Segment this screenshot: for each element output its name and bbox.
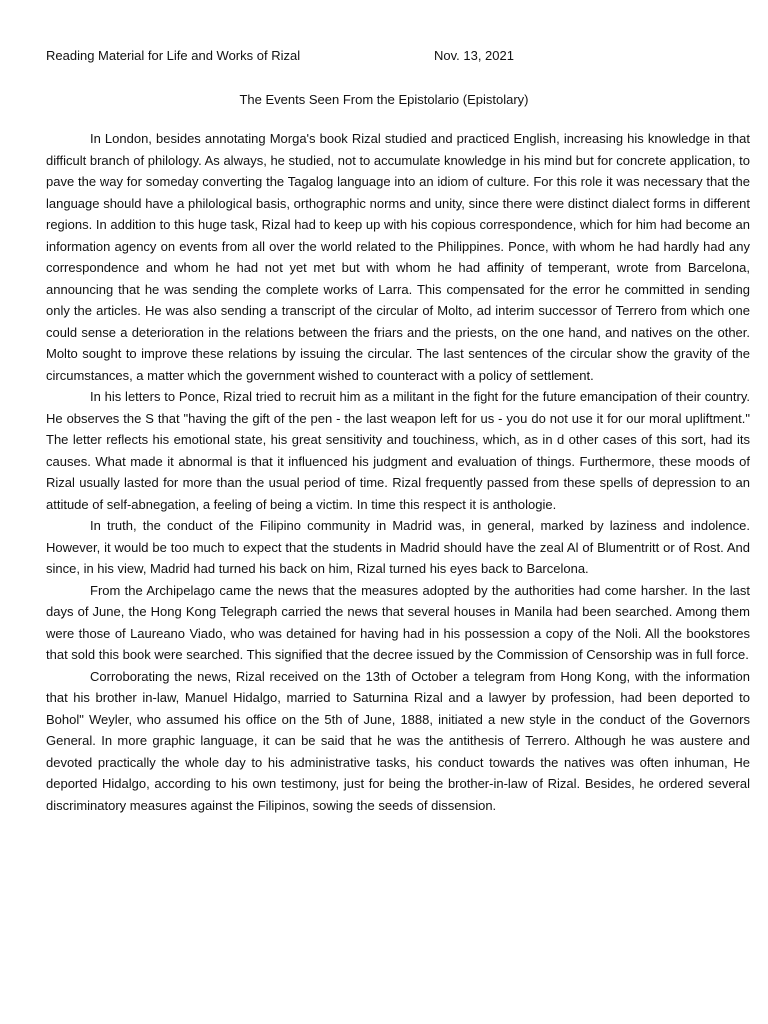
paragraph: From the Archipelago came the news that the measures adopted by the authorities had come harsher. In the last days of June, the Hong Kong Telegraph carried the news that several houses in Manila had been searched. Among them were those of Laureano Viado, who was detained for having had in his possession a copy of the Noli. All the bookstores that sold this book were searched. This signified that the decree issued by the Commission of Censorship was in full force. xyxy=(46,582,750,662)
document-page xyxy=(46,46,750,816)
document-body xyxy=(46,128,750,816)
document-title: The Events Seen From the Epistolario (Epistolary) xyxy=(239,92,529,107)
paragraph: In truth, the conduct of the Filipino community in Madrid was, in general, marked by laziness and indolence. However, it would be too much to expect that the students in Madrid should have the zeal Al of Blumentritt or of Rost. And since, in his view, Madrid had turned his back on him, Rizal turned his eyes back to Barcelona. xyxy=(46,518,750,576)
paragraph: Corroborating the news, Rizal received on the 13th of October a telegram from Hong Kong, with the information that his brother in-law, Manuel Hidalgo, married to Saturnina Rizal and a lawyer by profession, had been deported to Bohol" Weyler, who assumed his office on the 5th of June, 1888, initiated a new style in the conduct of the Governors General. In more graphic language, it can be said that he was the antithesis of Terrero. Although he was austere and devoted practically the whole day to his administrative tasks, his conduct towards the natives was often inhuman, He deported Hidalgo, according to his own testimony, just for being the brother-in-law of Rizal. Besides, he ordered several discriminatory measures against the Filipinos, sowing the seeds of dissension. xyxy=(46,668,750,813)
document-header xyxy=(46,46,750,66)
paragraph: In his letters to Ponce, Rizal tried to recruit him as a militant in the fight for the future emancipation of their country. He observes the S that "having the gift of the pen - the last weapon left for us - you do not use it for our moral upliftment." The letter reflects his emotional state, his great sensitivity and touchiness, which, as in d other cases of this sort, had its causes. What made it abnormal is that it influenced his judgment and evaluation of things. Furthermore, these moods of Rizal usually lasted for more than the usual period of time. Rizal frequently passed from these spells of depression to an attitude of self-abnegation, a feeling of being a victim. In time this respect it is anthologie. xyxy=(46,389,750,512)
document-date: Nov. 13, 2021 xyxy=(434,48,514,63)
course-title: Reading Material for Life and Works of Rizal xyxy=(46,48,301,63)
paragraph: In London, besides annotating Morga's book Rizal studied and practiced English, increasing his knowledge in that difficult branch of philology. As always, he studied, not to accumulate knowledge in his mind but for concrete application, to pave the way for someday converting the Tagalog language into an idiom of culture. For this role it was necessary that the language should have a philological basis, orthographic norms and unity, since there were distinct dialect forms in different regions. In addition to this huge task, Rizal had to keep up with his copious correspondence, which for him had become an information agency on events from all over the world related to the Philippines. Ponce, with whom he had hardly had any correspondence and whom he had not yet met but with whom he had affinity of temperant, wrote from Barcelona, announcing that he was sending the complete works of Larra. This compensated for the error he committed in sending only the articles. He was also sending a transcript of the circular of Molto, ad interim successor of Terrero from which one could sense a deterioration in the relations between the friars and the priests, on the one hand, and natives on the other. Molto sought to improve these relations by issuing the circular. The last sentences of the circular show the gravity of the circumstances, a matter which the government wished to counteract with a policy of settlement. xyxy=(46,131,750,383)
